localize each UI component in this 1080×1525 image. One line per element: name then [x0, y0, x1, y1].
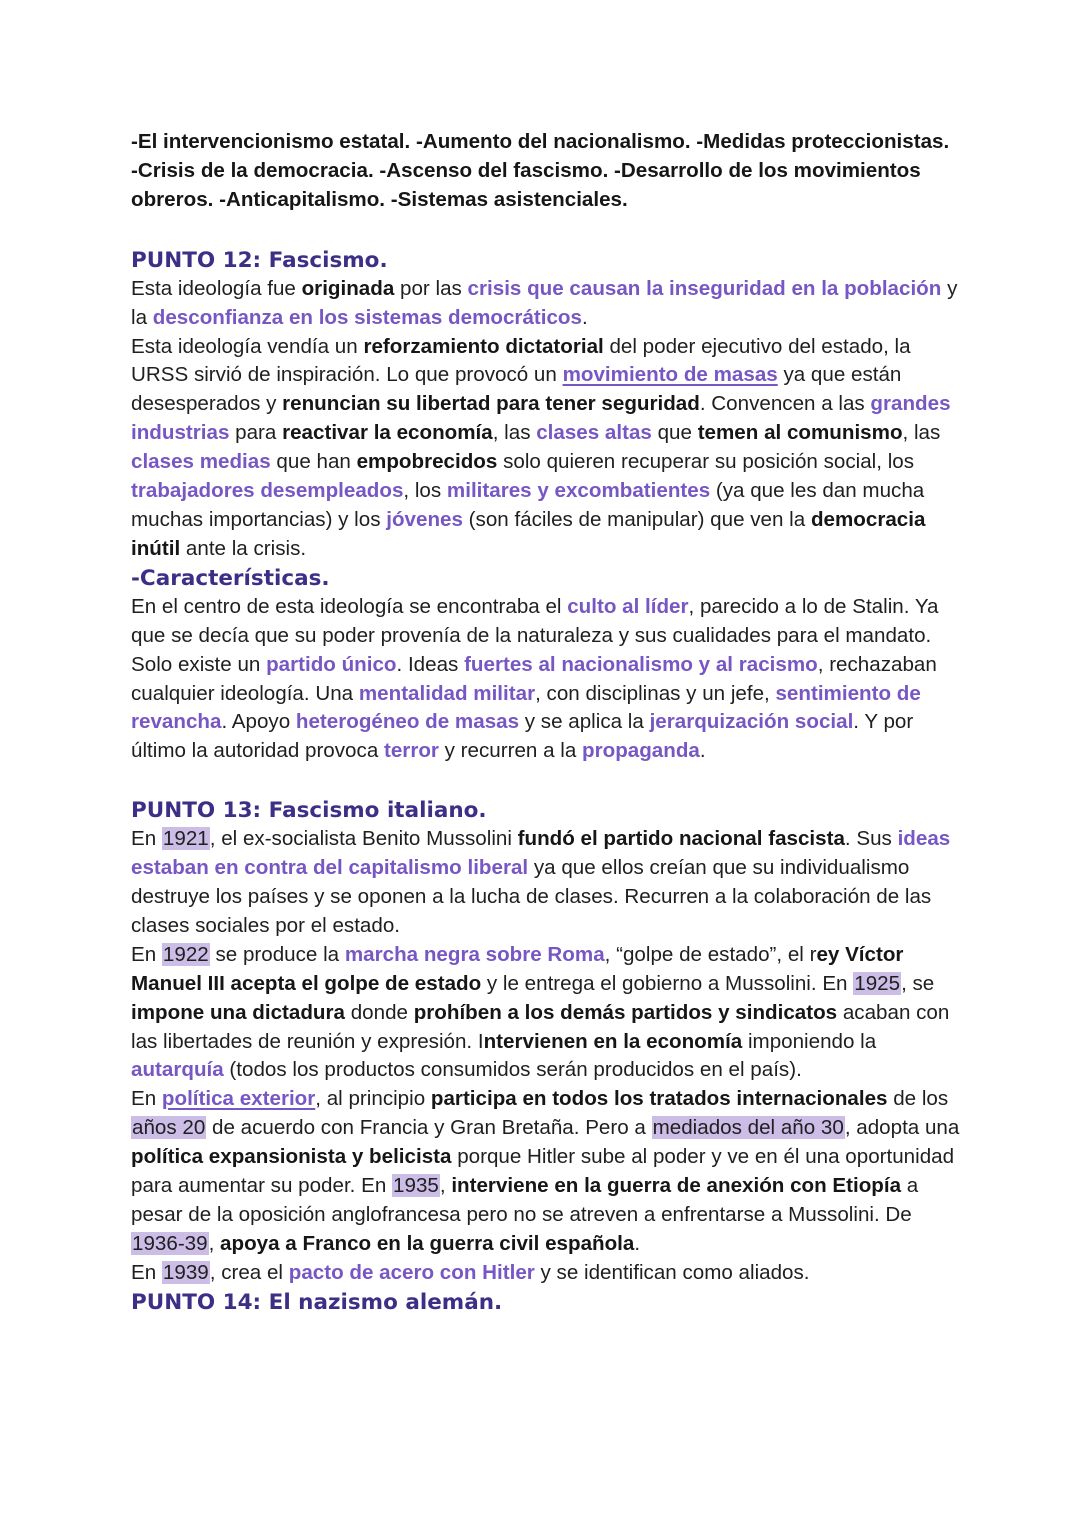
- paragraph: [131, 333, 961, 564]
- keyword-text: desconfianza en los sistemas democráticos: [152, 305, 582, 329]
- keyword-text: marcha negra sobre Roma: [344, 942, 605, 966]
- keyword-text: grandes industrias: [131, 392, 951, 445]
- bold-text: interviene en la guerra de anexión con Etiopía: [451, 1174, 902, 1198]
- text-run: a pesar de la oposición anglofrancesa pero no se atreven a enfrentarse a Mussolini. De: [131, 1174, 919, 1226]
- text-run: Esta ideología vendía un: [131, 334, 364, 358]
- text-run: En: [131, 1087, 162, 1111]
- bold-text: apoya a Franco en la guerra civil española: [220, 1231, 635, 1255]
- highlighted-date: 1925: [854, 971, 901, 995]
- text-run: .: [581, 305, 588, 329]
- bold-text: ntervienen en la economía: [483, 1029, 743, 1053]
- bold-text: prohíben a los demás partidos y sindicatos: [413, 1000, 838, 1024]
- bold-text: fundó el partido nacional fascista: [517, 827, 845, 851]
- bold-text: temen al comunismo: [697, 421, 903, 445]
- text-run: . Apoyo: [221, 710, 296, 734]
- bold-text: democracia inútil: [131, 507, 926, 560]
- highlighted-date: 1922: [162, 942, 209, 966]
- text-run: , rechazaban cualquier ideología. Una: [131, 652, 937, 705]
- text-run: ,: [439, 1174, 452, 1198]
- text-run: de acuerdo con Francia y Gran Bretaña. Pero a: [206, 1116, 652, 1140]
- keyword-text: partido único: [266, 652, 397, 676]
- text-run: ya que ellos creían que su individualismo destruye los países y se oponen a la lucha de clases. Recurren a la colaboración de las clases sociales por el estado.: [131, 856, 932, 937]
- text-run: acaban con las libertades de reunión y expresión. I: [131, 1000, 950, 1053]
- paragraph: [131, 825, 961, 941]
- keyword-text: clases altas: [536, 421, 652, 445]
- keyword-text: pacto de acero con Hitler: [288, 1260, 535, 1284]
- text-run: , “golpe de estado”, el r: [604, 942, 817, 966]
- keyword-text: autarquía: [131, 1058, 224, 1082]
- text-run: del poder ejecutivo del estado, la URSS sirvió de inspiración. Lo que provocó un: [131, 334, 911, 387]
- keyword-text: jóvenes: [386, 507, 463, 531]
- keyword-text: terror: [384, 739, 439, 763]
- bold-text: política expansionista y belicista: [131, 1145, 452, 1169]
- subheading-caracteristicas: -Características.: [131, 565, 330, 591]
- text-run: , parecido a lo de Stalin. Ya que se decía que su poder provenía de la naturaleza y sus cualidades para el mandato. Solo existe un: [131, 594, 939, 676]
- text-run: porque Hitler sube al poder y ve en él una oportunidad para aumentar su poder. En: [131, 1145, 955, 1198]
- document-page: [131, 128, 961, 1317]
- text-run: por las: [394, 276, 468, 300]
- text-run: , las: [492, 421, 537, 445]
- text-run: (son fáciles de manipular) que ven la: [462, 507, 811, 531]
- bold-text: originada: [301, 276, 395, 300]
- highlighted-date: 1939: [162, 1260, 209, 1284]
- keyword-text: mentalidad militar: [358, 681, 536, 705]
- underlined-keyword: movimiento de masas: [562, 363, 778, 387]
- text-run: ,: [208, 1231, 221, 1255]
- keyword-text: jerarquización social: [649, 710, 854, 734]
- keyword-text: propaganda: [582, 739, 700, 763]
- bold-text: empobrecidos: [356, 450, 498, 474]
- text-run: . Convencen a las: [699, 392, 871, 416]
- text-run: que: [651, 421, 698, 445]
- text-run: , crea el: [209, 1260, 289, 1284]
- text-run: . Y por último la autoridad provoca: [131, 710, 914, 763]
- keyword-text: clases medias: [131, 450, 271, 474]
- text-run: .: [634, 1231, 641, 1255]
- keyword-text: trabajadores desempleados: [131, 479, 404, 503]
- text-run: y recurren a la: [438, 739, 583, 763]
- text-run: y se identifican como aliados.: [534, 1260, 810, 1284]
- keyword-text: ideas estaban en contra del capitalismo liberal: [131, 827, 951, 880]
- paragraph: [131, 275, 961, 333]
- text-run: , se: [901, 971, 935, 995]
- underlined-keyword: política exterior: [161, 1087, 316, 1111]
- text-run: , las: [902, 421, 941, 445]
- text-run: se produce la: [209, 942, 345, 966]
- paragraph: [131, 1259, 961, 1288]
- text-run: .: [699, 739, 706, 763]
- text-run: (ya que les dan mucha muchas importancias) y los: [131, 479, 925, 531]
- keyword-text: heterogéneo de masas: [295, 710, 520, 734]
- text-run: (todos los productos consumidos serán producidos en el país).: [223, 1058, 802, 1082]
- text-run: , el ex-socialista Benito Mussolini: [209, 827, 518, 851]
- keyword-text: sentimiento de revancha: [131, 681, 921, 734]
- text-run: y le entrega el gobierno a Mussolini. En: [481, 971, 854, 995]
- bold-text: reactivar la economía: [282, 421, 493, 445]
- paragraph: [131, 1085, 961, 1258]
- bold-text: renuncian su libertad para tener seguridad: [282, 392, 700, 416]
- keyword-text: culto al líder: [567, 594, 689, 618]
- text-run: para: [229, 421, 283, 445]
- text-run: donde: [344, 1000, 414, 1024]
- text-run: Esta ideología fue: [131, 276, 302, 300]
- bold-text: participa en todos los tratados internacionales: [430, 1087, 888, 1111]
- text-run: En el centro de esta ideología se encontraba el: [131, 594, 568, 618]
- text-run: . Sus: [844, 827, 898, 851]
- text-run: imponiendo la: [742, 1029, 877, 1053]
- keyword-text: crisis que causan la inseguridad en la población: [467, 276, 942, 300]
- keyword-text: fuertes al nacionalismo y al racismo: [464, 652, 818, 676]
- keyword-text: militares y excombatientes: [446, 479, 711, 503]
- text-run: y se aplica la: [519, 710, 650, 734]
- section-body-caracteristicas: [131, 593, 961, 766]
- text-run: , al principio: [315, 1087, 431, 1111]
- text-run: . Ideas: [396, 652, 465, 676]
- text-run: de los: [887, 1087, 949, 1111]
- text-run: ante la crisis.: [180, 536, 307, 560]
- text-run: , los: [403, 479, 447, 503]
- section-heading-punto-13: PUNTO 13: Fascismo italiano.: [131, 798, 487, 824]
- highlighted-date: mediados del año 30: [652, 1116, 844, 1140]
- bold-text: impone una dictadura: [131, 1000, 345, 1024]
- section-body-punto-12: [131, 275, 961, 564]
- section-heading-punto-12: PUNTO 12: Fascismo.: [131, 247, 388, 273]
- bold-text: ey Víctor Manuel III acepta el golpe de estado: [131, 942, 904, 995]
- bold-text: reforzamiento dictatorial: [363, 334, 604, 358]
- text-run: ya que están desesperados y: [131, 363, 902, 416]
- highlighted-date: 1935: [393, 1174, 439, 1198]
- text-run: que han: [270, 450, 357, 474]
- text-run: y la: [131, 276, 958, 329]
- highlighted-date: años 20: [132, 1116, 206, 1140]
- paragraph: [131, 593, 961, 766]
- highlighted-date: 1936-39: [132, 1231, 208, 1255]
- highlighted-date: 1921: [162, 827, 209, 851]
- text-run: En: [131, 942, 162, 966]
- text-run: En: [131, 827, 162, 851]
- text-run: solo quieren recuperar su posición social, los: [497, 450, 915, 474]
- text-run: , adopta una: [844, 1116, 960, 1140]
- intro-paragraph: -El intervencionismo estatal. -Aumento del nacionalismo. -Medidas proteccionistas. -Crisis de la democracia. -Ascenso del fascismo. -Desarrollo de los movimientos obreros. -Anticapitalismo. -Sistemas asistenciales.: [131, 130, 950, 211]
- section-body-punto-13: [131, 825, 961, 1288]
- paragraph: [131, 941, 961, 1086]
- section-heading-punto-14: PUNTO 14: El nazismo alemán.: [131, 1289, 503, 1315]
- text-run: , con disciplinas y un jefe,: [535, 681, 776, 705]
- text-run: En: [131, 1260, 162, 1284]
